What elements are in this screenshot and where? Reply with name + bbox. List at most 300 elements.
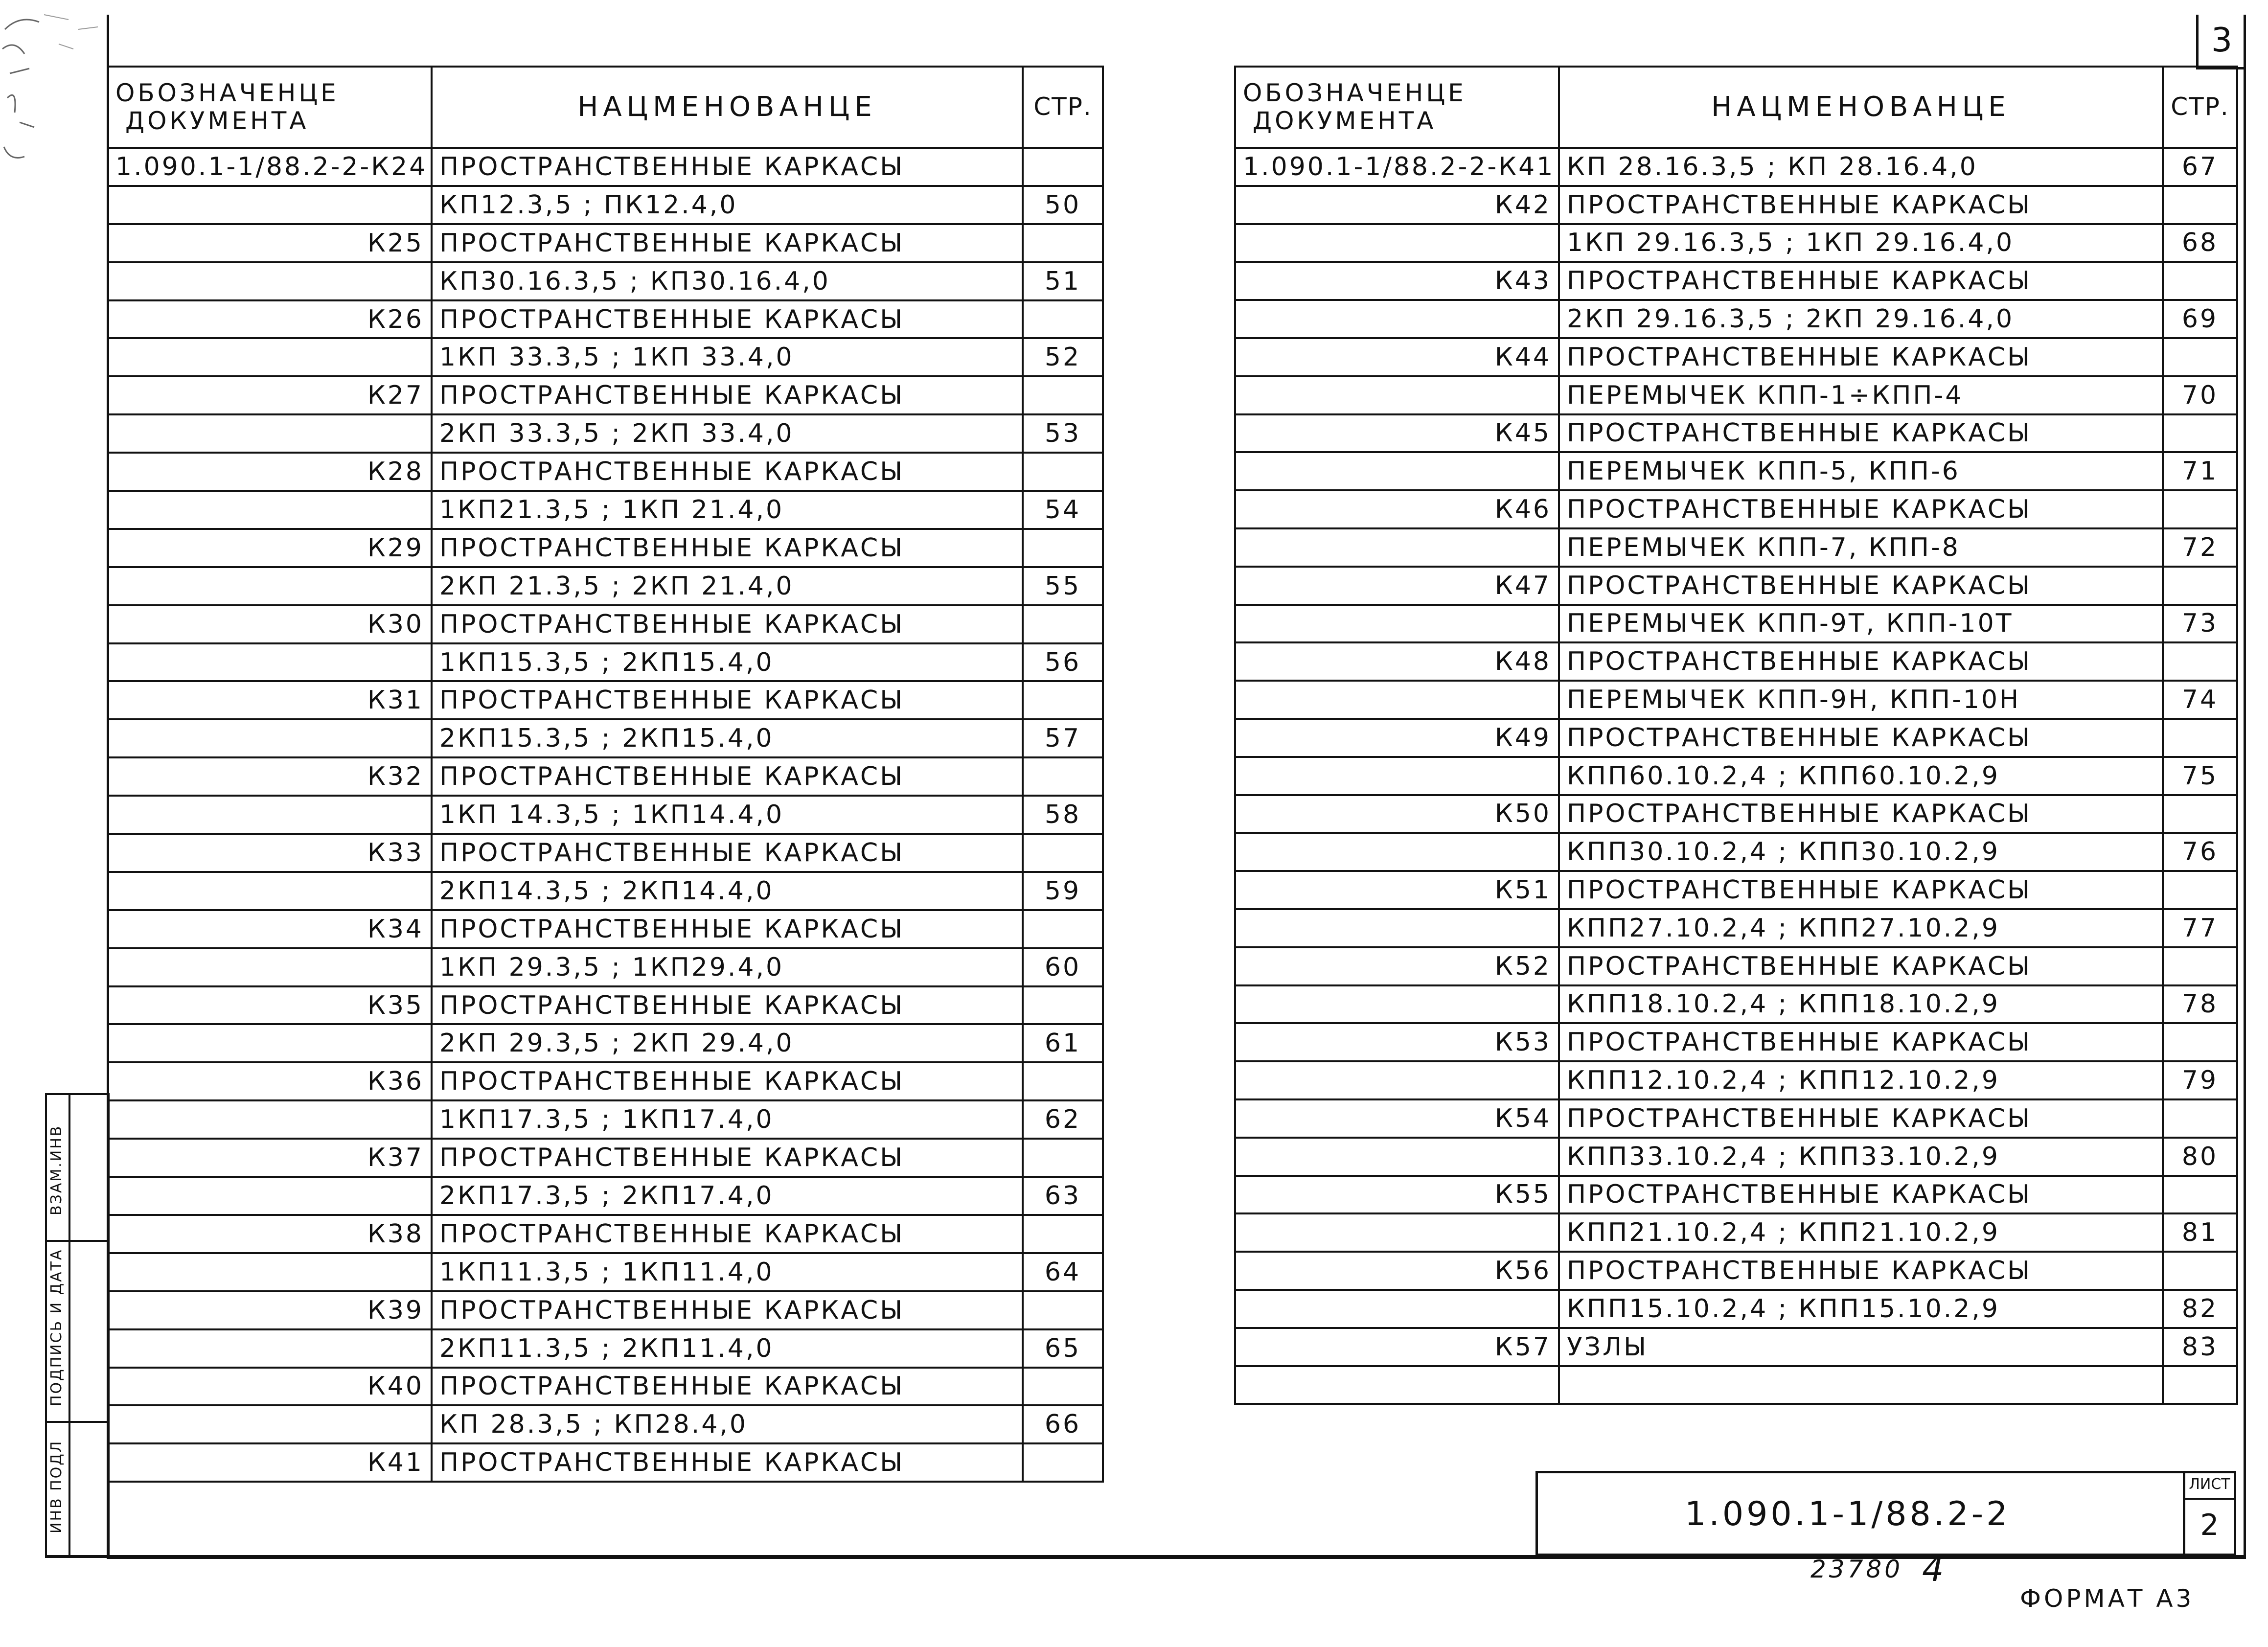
- row-name: ПРОСТРАНСТВЕННЫЕ КАРКАСЫ: [432, 148, 1023, 186]
- row-page: 69: [2163, 300, 2237, 338]
- header-code-line2: ДОКУМЕНТА: [1253, 107, 1437, 135]
- table-row: [108, 1253, 1103, 1291]
- row-code: К57: [1235, 1328, 1559, 1366]
- row-code: К37: [108, 1139, 432, 1177]
- document-code: 1.090.1-1/88.2-2: [1685, 1495, 2011, 1533]
- row-name: КПП30.10.2,4 ; КПП30.10.2,9: [1559, 833, 2163, 871]
- row-page: 59: [1023, 872, 1103, 910]
- table-row: [1235, 1366, 2237, 1404]
- row-code: [108, 262, 432, 300]
- table-header: [108, 67, 1103, 148]
- row-name: ПРОСТРАНСТВЕННЫЕ КАРКАСЫ: [1559, 338, 2163, 376]
- row-code: К27: [108, 376, 432, 414]
- row-name: 1КП 14.3,5 ; 1КП14.4,0: [432, 796, 1023, 834]
- row-name: ПРОСТРАНСТВЕННЫЕ КАРКАСЫ: [1559, 1099, 2163, 1138]
- row-code: [1235, 985, 1559, 1024]
- table-row: [108, 1139, 1103, 1177]
- row-page: [2163, 414, 2237, 453]
- row-code: К42: [1235, 186, 1559, 224]
- row-name: ПРОСТРАНСТВЕННЫЕ КАРКАСЫ: [432, 224, 1023, 262]
- row-name: ПРОСТРАНСТВЕННЫЕ КАРКАСЫ: [1559, 1023, 2163, 1061]
- row-code: [108, 338, 432, 376]
- table-row: [1235, 1138, 2237, 1176]
- row-code: [1235, 224, 1559, 262]
- row-name: КПП27.10.2,4 ; КПП27.10.2,9: [1559, 909, 2163, 947]
- row-code: К44: [1235, 338, 1559, 376]
- sheet-number: 2: [2200, 1508, 2219, 1542]
- row-name: ПРОСТРАНСТВЕННЫЕ КАРКАСЫ: [1559, 1176, 2163, 1214]
- row-page: 60: [1023, 948, 1103, 986]
- row-code: [1235, 528, 1559, 567]
- row-code: [108, 1253, 432, 1291]
- table-row: [108, 834, 1103, 872]
- row-code: [1235, 1061, 1559, 1099]
- row-code: К43: [1235, 262, 1559, 300]
- table-row: [108, 186, 1103, 224]
- row-name: ПЕРЕМЫЧЕК КПП-9Т, КПП-10Т: [1559, 605, 2163, 643]
- table-row: [1235, 605, 2237, 643]
- row-code: К45: [1235, 414, 1559, 453]
- format-label: ФОРМАТ А3: [2020, 1584, 2195, 1613]
- table-row: [108, 1215, 1103, 1253]
- table-row: [1235, 1328, 2237, 1366]
- row-code: К34: [108, 910, 432, 948]
- row-code: [1235, 909, 1559, 947]
- row-name: КПП60.10.2,4 ; КПП60.10.2,9: [1559, 757, 2163, 795]
- row-code: [108, 719, 432, 757]
- row-name: ПРОСТРАНСТВЕННЫЕ КАРКАСЫ: [432, 1368, 1023, 1406]
- row-page: [1023, 1291, 1103, 1329]
- table-row: [1235, 567, 2237, 605]
- table-row: [1235, 1176, 2237, 1214]
- row-code: [108, 872, 432, 910]
- table-row: [108, 1443, 1103, 1482]
- header-code: [108, 67, 432, 148]
- row-code: К55: [1235, 1176, 1559, 1214]
- row-page: [1023, 453, 1103, 491]
- row-page: [1023, 376, 1103, 414]
- row-code: К50: [1235, 795, 1559, 833]
- row-page: 81: [2163, 1213, 2237, 1252]
- row-name: КПП33.10.2,4 ; КПП33.10.2,9: [1559, 1138, 2163, 1176]
- table-row: [108, 338, 1103, 376]
- table-row: [108, 1062, 1103, 1100]
- table-row: [1235, 642, 2237, 681]
- row-page: [1023, 1062, 1103, 1100]
- row-name: КПП21.10.2,4 ; КПП21.10.2,9: [1559, 1213, 2163, 1252]
- header-page: СТР.: [1023, 67, 1103, 148]
- table-row: [1235, 795, 2237, 833]
- table-row: [108, 300, 1103, 339]
- corner-sheet-number: 3: [2196, 15, 2245, 69]
- row-code: К32: [108, 757, 432, 796]
- row-name: 1КП11.3,5 ; 1КП11.4,0: [432, 1253, 1023, 1291]
- row-name: 1КП 29.16.3,5 ; 1КП 29.16.4,0: [1559, 224, 2163, 262]
- table-row: [1235, 338, 2237, 376]
- row-page: 55: [1023, 567, 1103, 605]
- table-row: [108, 1024, 1103, 1062]
- row-page: 75: [2163, 757, 2237, 795]
- row-name: ПРОСТРАНСТВЕННЫЕ КАРКАСЫ: [432, 834, 1023, 872]
- stamp-divider-1: [45, 1240, 110, 1242]
- stamp-inv-orig: ИНВ ПОДЛ: [48, 1440, 65, 1533]
- stamp-column-values: [69, 1093, 110, 1558]
- row-code: [108, 491, 432, 529]
- row-code: К28: [108, 453, 432, 491]
- row-page: [1023, 224, 1103, 262]
- row-name: КП 28.3,5 ; КП28.4,0: [432, 1405, 1023, 1443]
- row-name: ПРОСТРАНСТВЕННЫЕ КАРКАСЫ: [1559, 1252, 2163, 1290]
- row-page: 70: [2163, 376, 2237, 414]
- row-code: К41: [108, 1443, 432, 1482]
- row-code: К48: [1235, 642, 1559, 681]
- row-page: 54: [1023, 491, 1103, 529]
- table-row: [1235, 681, 2237, 719]
- row-code: К31: [108, 681, 432, 719]
- stamp-divider-2: [45, 1421, 110, 1423]
- row-code: [108, 567, 432, 605]
- row-code: [108, 1329, 432, 1368]
- row-code: К53: [1235, 1023, 1559, 1061]
- row-page: 72: [2163, 528, 2237, 567]
- table-row: [1235, 186, 2237, 224]
- row-name: ПРОСТРАНСТВЕННЫЕ КАРКАСЫ: [1559, 262, 2163, 300]
- row-name: ПРОСТРАНСТВЕННЫЕ КАРКАСЫ: [1559, 490, 2163, 528]
- row-code: [108, 1100, 432, 1139]
- row-page: [2163, 719, 2237, 757]
- row-name: ПРОСТРАНСТВЕННЫЕ КАРКАСЫ: [432, 529, 1023, 567]
- header-code: [1235, 67, 1559, 148]
- row-page: [2163, 1366, 2237, 1404]
- row-page: [2163, 642, 2237, 681]
- row-page: 77: [2163, 909, 2237, 947]
- row-code: [1235, 300, 1559, 338]
- table-row: [1235, 985, 2237, 1024]
- row-code: К29: [108, 529, 432, 567]
- table-row: [108, 1368, 1103, 1406]
- row-code: [108, 948, 432, 986]
- row-name: [1559, 1366, 2163, 1404]
- row-name: 2КП11.3,5 ; 2КП11.4,0: [432, 1329, 1023, 1368]
- row-name: ПРОСТРАНСТВЕННЫЕ КАРКАСЫ: [432, 910, 1023, 948]
- row-name: 2КП 33.3,5 ; 2КП 33.4,0: [432, 414, 1023, 453]
- table-row: [1235, 224, 2237, 262]
- row-name: ПРОСТРАНСТВЕННЫЕ КАРКАСЫ: [432, 1215, 1023, 1253]
- row-page: 67: [2163, 148, 2237, 186]
- row-code: [1235, 757, 1559, 795]
- table-row: [108, 872, 1103, 910]
- table-row: [108, 376, 1103, 414]
- sheet-cell: [2183, 1473, 2234, 1554]
- row-code: 1.090.1-1/88.2-2-К41: [1235, 148, 1559, 186]
- row-name: ПРОСТРАНСТВЕННЫЕ КАРКАСЫ: [432, 1062, 1023, 1100]
- row-page: 66: [1023, 1405, 1103, 1443]
- row-name: ПРОСТРАНСТВЕННЫЕ КАРКАСЫ: [1559, 642, 2163, 681]
- row-name: ПРОСТРАНСТВЕННЫЕ КАРКАСЫ: [432, 681, 1023, 719]
- row-page: [2163, 947, 2237, 985]
- table-row: [108, 948, 1103, 986]
- row-code: [1235, 452, 1559, 490]
- row-page: 52: [1023, 338, 1103, 376]
- row-page: [1023, 605, 1103, 643]
- stamp-inv-replace: ВЗАМ.ИНВ: [48, 1124, 65, 1215]
- row-name: ПРОСТРАНСТВЕННЫЕ КАРКАСЫ: [432, 1139, 1023, 1177]
- row-page: [2163, 186, 2237, 224]
- row-name: ПРОСТРАНСТВЕННЫЕ КАРКАСЫ: [1559, 795, 2163, 833]
- table-row: [1235, 376, 2237, 414]
- row-page: [1023, 681, 1103, 719]
- table-row: [1235, 947, 2237, 985]
- row-name: ПРОСТРАНСТВЕННЫЕ КАРКАСЫ: [432, 757, 1023, 796]
- row-code: К40: [108, 1368, 432, 1406]
- row-page: [2163, 490, 2237, 528]
- row-code: 1.090.1-1/88.2-2-К24: [108, 148, 432, 186]
- row-name: КПП12.10.2,4 ; КПП12.10.2,9: [1559, 1061, 2163, 1099]
- header-code-line1: ОБОЗНАЧЕНЦЕ: [1243, 78, 1466, 107]
- row-name: 2КП 29.3,5 ; 2КП 29.4,0: [432, 1024, 1023, 1062]
- row-page: [1023, 529, 1103, 567]
- row-name: ПЕРЕМЫЧЕК КПП-1÷КПП-4: [1559, 376, 2163, 414]
- row-name: 2КП 29.16.3,5 ; 2КП 29.16.4,0: [1559, 300, 2163, 338]
- row-name: КП12.3,5 ; ПК12.4,0: [432, 186, 1023, 224]
- row-page: 56: [1023, 643, 1103, 682]
- row-page: [1023, 1443, 1103, 1482]
- margin-stamp: [45, 1093, 108, 1558]
- row-page: 80: [2163, 1138, 2237, 1176]
- row-page: 61: [1023, 1024, 1103, 1062]
- row-name: ПРОСТРАНСТВЕННЫЕ КАРКАСЫ: [432, 1291, 1023, 1329]
- row-name: ПРОСТРАНСТВЕННЫЕ КАРКАСЫ: [432, 453, 1023, 491]
- row-name: КП 28.16.3,5 ; КП 28.16.4,0: [1559, 148, 2163, 186]
- row-page: [2163, 1023, 2237, 1061]
- table-row: [1235, 833, 2237, 871]
- contents-table-left: [107, 66, 1104, 1483]
- row-code: [1235, 833, 1559, 871]
- row-name: 2КП14.3,5 ; 2КП14.4,0: [432, 872, 1023, 910]
- table-row: [108, 529, 1103, 567]
- table-row: [1235, 909, 2237, 947]
- row-page: 71: [2163, 452, 2237, 490]
- row-code: [1235, 1138, 1559, 1176]
- table-row: [108, 1329, 1103, 1368]
- row-page: [1023, 834, 1103, 872]
- row-page: [2163, 338, 2237, 376]
- row-code: К49: [1235, 719, 1559, 757]
- table-row: [1235, 1252, 2237, 1290]
- row-page: 62: [1023, 1100, 1103, 1139]
- row-name: 1КП 29.3,5 ; 1КП29.4,0: [432, 948, 1023, 986]
- table-row: [108, 224, 1103, 262]
- row-code: К51: [1235, 871, 1559, 909]
- row-page: 78: [2163, 985, 2237, 1024]
- row-code: [1235, 1213, 1559, 1252]
- inventory-suffix: 4: [1922, 1549, 1944, 1589]
- row-name: КПП15.10.2,4 ; КПП15.10.2,9: [1559, 1290, 2163, 1328]
- header-page: СТР.: [2163, 67, 2237, 148]
- table-row: [1235, 414, 2237, 453]
- row-page: 64: [1023, 1253, 1103, 1291]
- row-page: 58: [1023, 796, 1103, 834]
- row-page: [2163, 567, 2237, 605]
- row-name: 1КП17.3,5 ; 1КП17.4,0: [432, 1100, 1023, 1139]
- row-name: ПРОСТРАНСТВЕННЫЕ КАРКАСЫ: [1559, 719, 2163, 757]
- table-row: [1235, 757, 2237, 795]
- table-row: [108, 605, 1103, 643]
- row-page: [1023, 300, 1103, 339]
- row-code: К52: [1235, 947, 1559, 985]
- row-name: ПРОСТРАНСТВЕННЫЕ КАРКАСЫ: [432, 986, 1023, 1025]
- sheet-label: ЛИСТ: [2185, 1473, 2234, 1500]
- table-row: [108, 681, 1103, 719]
- row-code: [1235, 605, 1559, 643]
- table-row: [1235, 1213, 2237, 1252]
- table-row: [1235, 300, 2237, 338]
- table-row: [108, 719, 1103, 757]
- row-code: К56: [1235, 1252, 1559, 1290]
- table-row: [108, 757, 1103, 796]
- row-name: ПЕРЕМЫЧЕК КПП-9Н, КПП-10Н: [1559, 681, 2163, 719]
- table-row: [108, 1100, 1103, 1139]
- row-page: [2163, 262, 2237, 300]
- header-code-line1: ОБОЗНАЧЕНЦЕ: [115, 78, 339, 107]
- row-name: 2КП 21.3,5 ; 2КП 21.4,0: [432, 567, 1023, 605]
- row-page: [1023, 910, 1103, 948]
- table-row: [1235, 1023, 2237, 1061]
- row-name: ПРОСТРАНСТВЕННЫЕ КАРКАСЫ: [1559, 186, 2163, 224]
- row-name: 1КП 33.3,5 ; 1КП 33.4,0: [432, 338, 1023, 376]
- row-code: [108, 1177, 432, 1215]
- header-name: НАЦМЕНОВАНЦЕ: [432, 67, 1023, 148]
- row-page: 53: [1023, 414, 1103, 453]
- row-page: [2163, 1099, 2237, 1138]
- row-page: [2163, 871, 2237, 909]
- row-name: ПРОСТРАНСТВЕННЫЕ КАРКАСЫ: [432, 300, 1023, 339]
- row-page: [1023, 1215, 1103, 1253]
- contents-table-right: [1234, 66, 2238, 1405]
- row-code: К47: [1235, 567, 1559, 605]
- table-row: [1235, 262, 2237, 300]
- row-name: 1КП15.3,5 ; 2КП15.4,0: [432, 643, 1023, 682]
- row-page: [1023, 1139, 1103, 1177]
- table-row: [108, 567, 1103, 605]
- row-page: 82: [2163, 1290, 2237, 1328]
- row-code: [108, 796, 432, 834]
- row-page: 79: [2163, 1061, 2237, 1099]
- row-code: [108, 414, 432, 453]
- table-row: [1235, 528, 2237, 567]
- table-row: [108, 643, 1103, 682]
- title-block: [1535, 1471, 2236, 1556]
- row-code: [1235, 681, 1559, 719]
- row-code: К35: [108, 986, 432, 1025]
- table-row: [1235, 148, 2237, 186]
- row-name: 2КП17.3,5 ; 2КП17.4,0: [432, 1177, 1023, 1215]
- row-code: К46: [1235, 490, 1559, 528]
- table-row: [1235, 871, 2237, 909]
- row-page: [2163, 795, 2237, 833]
- row-code: К36: [108, 1062, 432, 1100]
- row-code: [108, 1405, 432, 1443]
- row-name: ПРОСТРАНСТВЕННЫЕ КАРКАСЫ: [1559, 414, 2163, 453]
- row-page: [2163, 1176, 2237, 1214]
- row-name: ПРОСТРАНСТВЕННЫЕ КАРКАСЫ: [432, 1443, 1023, 1482]
- row-page: 73: [2163, 605, 2237, 643]
- table-row: [108, 796, 1103, 834]
- inventory-number: 23780: [1810, 1555, 1903, 1583]
- row-page: [2163, 1252, 2237, 1290]
- row-name: 2КП15.3,5 ; 2КП15.4,0: [432, 719, 1023, 757]
- header-name: НАЦМЕНОВАНЦЕ: [1559, 67, 2163, 148]
- table-row: [108, 986, 1103, 1025]
- row-name: ПРОСТРАНСТВЕННЫЕ КАРКАСЫ: [1559, 567, 2163, 605]
- row-code: [1235, 1366, 1559, 1404]
- table-row: [108, 148, 1103, 186]
- table-row: [1235, 1290, 2237, 1328]
- table-row: [108, 491, 1103, 529]
- row-page: 83: [2163, 1328, 2237, 1366]
- table-row: [1235, 1061, 2237, 1099]
- table-row: [108, 1291, 1103, 1329]
- frame-right-line: [2244, 15, 2246, 1557]
- row-page: [1023, 148, 1103, 186]
- row-code: [108, 643, 432, 682]
- table-row: [108, 910, 1103, 948]
- row-page: 51: [1023, 262, 1103, 300]
- row-code: К38: [108, 1215, 432, 1253]
- row-code: [1235, 1290, 1559, 1328]
- row-name: КПП18.10.2,4 ; КПП18.10.2,9: [1559, 985, 2163, 1024]
- row-page: 57: [1023, 719, 1103, 757]
- row-code: К30: [108, 605, 432, 643]
- row-name: ПРОСТРАНСТВЕННЫЕ КАРКАСЫ: [432, 605, 1023, 643]
- table-row: [1235, 1099, 2237, 1138]
- row-name: ПЕРЕМЫЧЕК КПП-5, КПП-6: [1559, 452, 2163, 490]
- row-code: К33: [108, 834, 432, 872]
- table-row: [108, 262, 1103, 300]
- row-code: К26: [108, 300, 432, 339]
- table-row: [108, 1405, 1103, 1443]
- table-header: [1235, 67, 2237, 148]
- table-row: [108, 453, 1103, 491]
- row-code: [1235, 376, 1559, 414]
- row-name: 1КП21.3,5 ; 1КП 21.4,0: [432, 491, 1023, 529]
- row-page: 74: [2163, 681, 2237, 719]
- row-code: К54: [1235, 1099, 1559, 1138]
- row-page: 50: [1023, 186, 1103, 224]
- table-row: [1235, 452, 2237, 490]
- row-page: [1023, 986, 1103, 1025]
- row-code: [108, 1024, 432, 1062]
- row-code: [108, 186, 432, 224]
- table-row: [1235, 490, 2237, 528]
- row-page: [1023, 757, 1103, 796]
- row-name: ПРОСТРАНСТВЕННЫЕ КАРКАСЫ: [432, 376, 1023, 414]
- row-page: 68: [2163, 224, 2237, 262]
- table-row: [1235, 719, 2237, 757]
- row-page: 65: [1023, 1329, 1103, 1368]
- row-code: К25: [108, 224, 432, 262]
- row-name: ПЕРЕМЫЧЕК КПП-7, КПП-8: [1559, 528, 2163, 567]
- header-code-line2: ДОКУМЕНТА: [125, 107, 309, 135]
- row-page: [1023, 1368, 1103, 1406]
- table-row: [108, 1177, 1103, 1215]
- row-name: ПРОСТРАНСТВЕННЫЕ КАРКАСЫ: [1559, 947, 2163, 985]
- row-page: 63: [1023, 1177, 1103, 1215]
- table-row: [108, 414, 1103, 453]
- stamp-sign-date: ПОДПИСЬ И ДАТА: [48, 1248, 65, 1406]
- row-name: КП30.16.3,5 ; КП30.16.4,0: [432, 262, 1023, 300]
- row-name: УЗЛЫ: [1559, 1328, 2163, 1366]
